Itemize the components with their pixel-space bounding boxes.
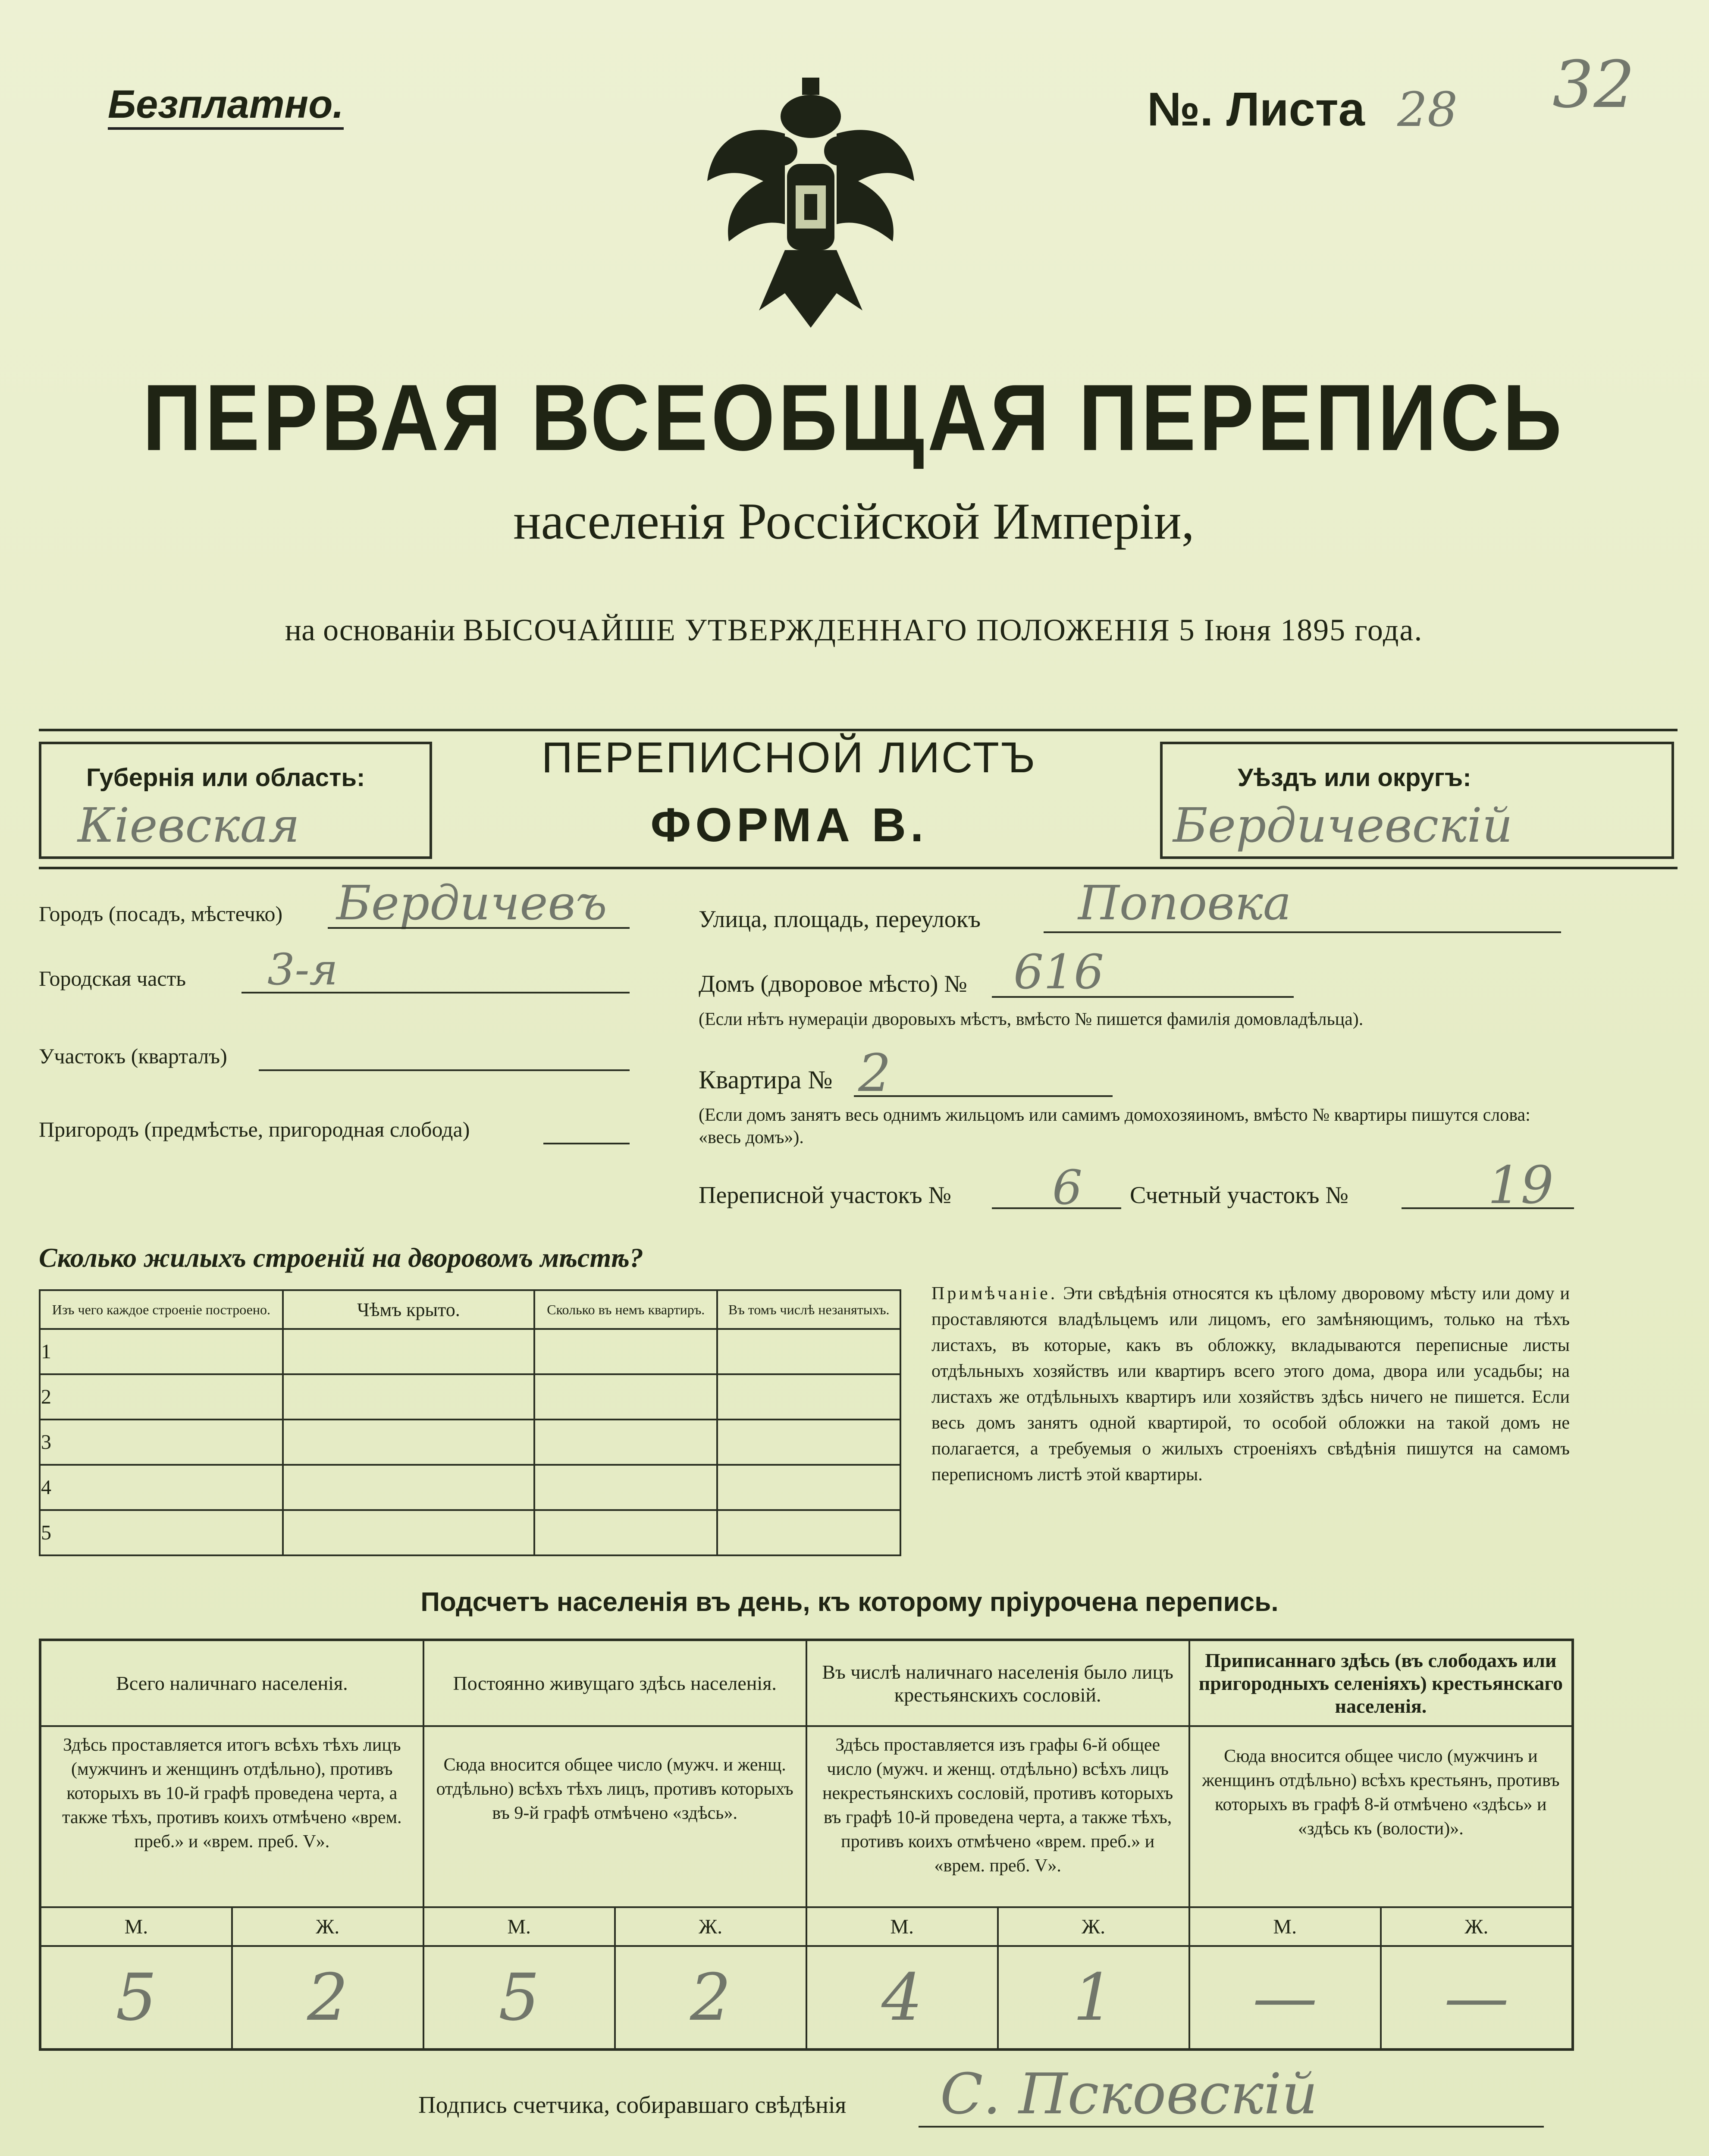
buildings-cell[interactable]	[534, 1329, 717, 1374]
suburb-field-line	[543, 1143, 630, 1144]
count-area-label: Счетный участокъ №	[1130, 1182, 1348, 1209]
signature-value[interactable]: С. Псковскій	[940, 2061, 1318, 2127]
buildings-cell[interactable]	[717, 1465, 900, 1510]
buildings-table	[39, 1289, 901, 1556]
census-area-value[interactable]: 6	[1052, 1160, 1082, 1215]
buildings-col-apartments: Сколько въ немъ квартиръ.	[534, 1290, 717, 1329]
signature-line	[919, 2126, 1544, 2128]
count-col3-head: Въ числѣ наличнаго населенія было лицъ крестьянскихъ сословій.	[806, 1640, 1189, 1726]
house-field-line	[992, 996, 1294, 998]
free-label: Безплатно.	[108, 82, 344, 130]
buildings-cell[interactable]	[283, 1374, 534, 1420]
count-f-label: Ж.	[232, 1907, 423, 1946]
count-col2-female[interactable]: 2	[615, 1946, 806, 2049]
count-col3-female[interactable]: 1	[998, 1946, 1189, 2049]
district-label: Участокъ (кварталъ)	[39, 1044, 227, 1068]
census-area-label: Переписной участокъ №	[699, 1182, 952, 1209]
buildings-cell[interactable]	[283, 1465, 534, 1510]
form-type: ФОРМА В.	[650, 799, 928, 852]
buildings-col-material: Изъ чего каждое строеніе построено.	[40, 1290, 283, 1329]
apartment-note: (Если домъ занятъ весь однимъ жильцомъ или самимъ домохозяиномъ, вмѣсто № квартиры пишутся слова: «весь домъ»).	[699, 1105, 1530, 1147]
double-headed-eagle-emblem	[699, 69, 923, 336]
count-col1-male[interactable]: 5	[40, 1946, 232, 2049]
apartment-label: Квартира №	[699, 1065, 833, 1094]
city-part-value[interactable]: 3-я	[267, 944, 338, 995]
city-part-label: Городская часть	[39, 966, 186, 990]
count-area-field-line	[1402, 1207, 1574, 1209]
basis-prefix: на основаніи	[285, 613, 455, 647]
count-col4-female[interactable]: —	[1381, 1946, 1573, 2049]
count-col3-desc: Здѣсь проставляется изъ графы 6-й общее число (мужч. и женщ. отдѣльно) всѣхъ лицъ некрестьянскихъ сословій, противъ которыхъ въ графѣ 10-й проведена черта, а также тѣхъ, противъ коихъ отмѣчено «врем. преб.» и «врем. преб. V».	[806, 1726, 1189, 1907]
form-title: ПЕРЕПИСНОЙ ЛИСТЪ	[541, 733, 1037, 782]
count-col4-head: Приписаннаго здѣсь (въ слободахъ или пригородныхъ селеніяхъ) крестьянскаго населенія.	[1189, 1640, 1573, 1726]
buildings-cell[interactable]	[717, 1510, 900, 1555]
count-col1-head: Всего наличнаго населенія.	[40, 1640, 423, 1726]
basis-text: ВЫСОЧАЙШЕ УТВЕРЖДЕННАГО ПОЛОЖЕНІЯ 5 Іюня 1895 года.	[463, 613, 1423, 647]
guberniya-label: Губернія или область:	[86, 764, 365, 792]
buildings-col-vacant: Въ томъ числѣ незанятыхъ.	[717, 1290, 900, 1329]
city-part-field-line	[241, 992, 630, 993]
count-title: Подсчетъ населенія въ день, къ которому пріурочена перепись.	[420, 1587, 1279, 1617]
buildings-cell[interactable]	[717, 1420, 900, 1465]
buildings-cell[interactable]	[534, 1465, 717, 1510]
uezd-label: Уѣздъ или округъ:	[1238, 764, 1471, 792]
count-area-value[interactable]: 19	[1488, 1156, 1554, 1216]
guberniya-value[interactable]: Кіевская	[78, 798, 300, 853]
buildings-row-number: 5	[40, 1510, 283, 1555]
apartment-value[interactable]: 2	[858, 1044, 891, 1103]
count-col2-head: Постоянно живущаго здѣсь населенія.	[423, 1640, 806, 1726]
census-basis-line	[86, 612, 1621, 648]
count-m-label: М.	[40, 1907, 232, 1946]
note-block	[931, 1281, 1570, 1488]
count-m-label: М.	[806, 1907, 998, 1946]
count-f-label: Ж.	[615, 1907, 806, 1946]
buildings-cell[interactable]	[717, 1329, 900, 1374]
count-col4-desc: Сюда вносится общее число (мужчинъ и женщинъ отдѣльно) всѣхъ крестьянъ, противъ которыхъ въ графѣ 8-й отмѣчено «здѣсь» и «здѣсь къ (волости)».	[1189, 1726, 1573, 1907]
sheet-number-label: №. Листа	[1147, 83, 1365, 136]
count-f-label: Ж.	[1381, 1907, 1573, 1946]
census-title: ПЕРВАЯ ВСЕОБЩАЯ ПЕРЕПИСЬ	[142, 365, 1565, 470]
city-label: Городъ (посадъ, мѣстечко)	[39, 902, 283, 926]
city-value[interactable]: Бердичевъ	[336, 875, 607, 931]
district-field-line	[259, 1069, 630, 1071]
buildings-cell[interactable]	[534, 1374, 717, 1420]
buildings-cell[interactable]	[534, 1510, 717, 1555]
count-m-label: М.	[1189, 1907, 1381, 1946]
street-value[interactable]: Поповка	[1078, 875, 1292, 931]
note-label: Примѣчаніе.	[931, 1284, 1058, 1304]
note-text: Эти свѣдѣнія относятся къ цѣлому дворовому мѣсту или дому и проставляются владѣльцемъ или лицомъ, его замѣняющимъ, только на тѣхъ листахъ, въ которые, какъ въ обложку, вкладываются переписные листы отдѣльныхъ хозяйствъ или квартиръ всего этого дома, двора или усадьбы; на листахъ же отдѣльныхъ квартиръ или хозяйствъ здѣсь ничего не пишется. Если весь домъ занятъ одной квартирой, то особой обложки на такой домъ не полагается, а требуемыя о жилыхъ строеніяхъ свѣдѣнія пишутся на самомъ переписномъ листѣ этой квартиры.	[931, 1284, 1570, 1485]
count-f-label: Ж.	[998, 1907, 1189, 1946]
count-col2-desc: Сюда вносится общее число (мужч. и женщ. отдѣльно) всѣхъ тѣхъ лицъ, противъ которыхъ въ 9-й графѣ отмѣчено «здѣсь».	[423, 1726, 806, 1907]
uezd-value[interactable]: Бердичевскій	[1173, 798, 1513, 853]
count-col4-male[interactable]: —	[1189, 1946, 1381, 2049]
signature-label: Подпись счетчика, собиравшаго свѣдѣнія	[418, 2092, 847, 2118]
buildings-cell[interactable]	[534, 1420, 717, 1465]
header-bottom-rule	[39, 867, 1678, 869]
header-top-rule	[39, 729, 1678, 731]
buildings-row-number: 1	[40, 1329, 283, 1374]
sheet-corner-number: 32	[1552, 47, 1635, 122]
apartment-field-line	[854, 1095, 1113, 1097]
population-count-table	[39, 1639, 1574, 2051]
buildings-cell[interactable]	[283, 1510, 534, 1555]
buildings-cell[interactable]	[283, 1420, 534, 1465]
count-col1-desc: Здѣсь проставляется итогъ всѣхъ тѣхъ лицъ (мужчинъ и женщинъ отдѣльно), противъ которыхъ въ 10-й графѣ проведена черта, а также тѣхъ, противъ коихъ отмѣчено «врем. преб.» и «врем. преб. V».	[40, 1726, 423, 1907]
buildings-col-roof: Чѣмъ крыто.	[283, 1290, 534, 1329]
count-m-label: М.	[423, 1907, 615, 1946]
count-col3-male[interactable]: 4	[806, 1946, 998, 2049]
house-value[interactable]: 616	[1013, 944, 1104, 1000]
buildings-cell[interactable]	[717, 1374, 900, 1420]
house-label: Домъ (дворовое мѣсто) №	[699, 971, 967, 997]
buildings-cell[interactable]	[283, 1329, 534, 1374]
street-label: Улица, площадь, переулокъ	[699, 906, 981, 933]
count-col1-female[interactable]: 2	[232, 1946, 423, 2049]
census-area-field-line	[992, 1207, 1121, 1209]
buildings-row-number: 2	[40, 1374, 283, 1420]
sheet-number-value: 28	[1397, 82, 1458, 137]
buildings-row-number: 3	[40, 1420, 283, 1465]
city-field-line	[328, 927, 630, 929]
buildings-row-number: 4	[40, 1465, 283, 1510]
count-col2-male[interactable]: 5	[423, 1946, 615, 2049]
house-note: (Если нѣтъ нумераціи дворовыхъ мѣстъ, вмѣсто № пишется фамилія домовладѣльца).	[699, 1009, 1364, 1029]
buildings-question: Сколько жилыхъ строеній на дворовомъ мѣстѣ?	[39, 1242, 643, 1273]
census-subtitle: населенія Россійской Имперіи,	[513, 492, 1195, 550]
street-field-line	[1044, 931, 1561, 933]
suburb-label: Пригородъ (предмѣстье, пригородная слобода)	[39, 1117, 470, 1141]
